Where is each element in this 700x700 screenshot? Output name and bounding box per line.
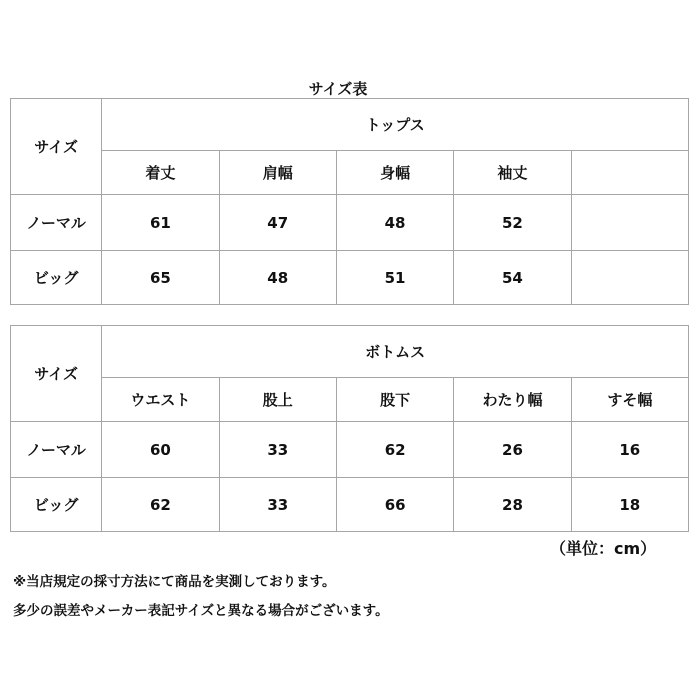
disclaimer-note: 多少の誤差やメーカー表記サイズと異なる場合がございます。 [13,603,389,619]
tops-group-header: トップス [102,99,689,151]
table-cell: 33 [219,422,336,478]
tops-col-header [571,151,688,195]
table-cell: 48 [336,195,453,251]
table-cell: 62 [102,478,219,532]
bottoms-col-header: 股上 [219,378,336,422]
table-cell [571,251,688,305]
tops-col-header: 身幅 [336,151,453,195]
tops-col-header: 着丈 [102,151,219,195]
table-row [11,422,689,478]
measurement-note: ※当店規定の採寸方法にて商品を実測しております。 [13,574,336,590]
table-row [11,251,689,305]
table-cell: 18 [571,478,688,532]
table-cell: 33 [219,478,336,532]
unit-label: （単位：cm） [550,539,657,558]
table-cell: 26 [454,422,571,478]
bottoms-size-header: サイズ [11,326,102,422]
table-cell: 65 [102,251,219,305]
table-cell: 60 [102,422,219,478]
bottoms-col-header: すそ幅 [571,378,688,422]
table-cell: 28 [454,478,571,532]
row-label: ノーマル [11,195,102,251]
table-row [11,478,689,532]
row-label: ビッグ [11,251,102,305]
table-cell: 62 [336,422,453,478]
table-cell: 52 [454,195,571,251]
tops-size-header: サイズ [11,99,102,195]
bottoms-col-header: 股下 [336,378,453,422]
table-cell: 16 [571,422,688,478]
bottoms-col-header: ウエスト [102,378,219,422]
tops-col-header: 肩幅 [219,151,336,195]
table-cell: 51 [336,251,453,305]
table-cell [571,195,688,251]
table-cell: 47 [219,195,336,251]
page-title: サイズ表 [308,80,368,98]
row-label: ビッグ [11,478,102,532]
tops-col-header: 袖丈 [454,151,571,195]
bottoms-size-table [10,325,689,532]
table-cell: 61 [102,195,219,251]
tops-size-table [10,98,689,305]
bottoms-col-header: わたり幅 [454,378,571,422]
bottoms-group-header: ボトムス [102,326,689,378]
row-label: ノーマル [11,422,102,478]
table-cell: 54 [454,251,571,305]
table-row [11,195,689,251]
table-cell: 48 [219,251,336,305]
table-cell: 66 [336,478,453,532]
